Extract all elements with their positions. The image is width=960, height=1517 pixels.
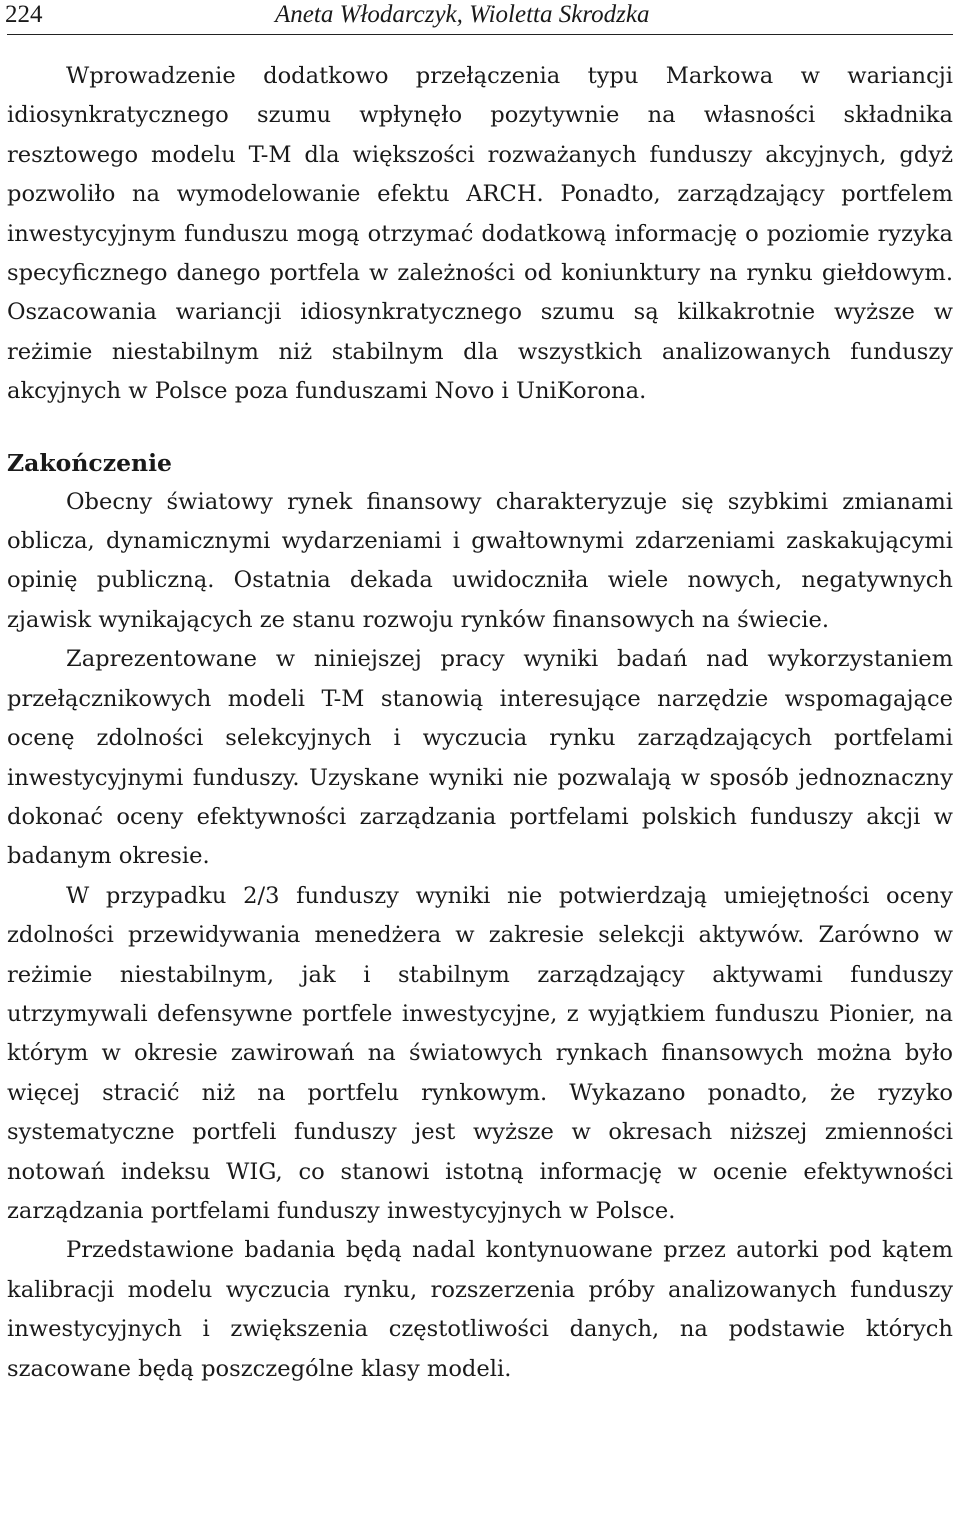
paragraph: W przypadku 2/3 funduszy wyniki nie potwierdzają umiejętności oceny zdolności przewidywania menedżera w zakresie selekcji aktywów. Zarówno w reżimie niestabilnym, jak i stabilnym zarządzający aktywami funduszy utrzymywali defensywne portfele inwestycyjne, z wyjątkiem funduszu Pionier, na którym w okresie zawirowań na światowych rynkach finansowych można było więcej stracić niż na portfelu rynkowym. Wykazano ponadto, że ryzyko systematyczne portfeli funduszy jest wyższe w okresach niższej zmienności notowań indeksu WIG, co stanowi istotną informację w ocenie efektywności zarządzania portfelami funduszy inwestycyjnych w Polsce. bbox=[7, 882, 953, 1224]
paragraph: Zaprezentowane w niniejszej pracy wyniki badań nad wykorzystaniem przełącznikowych modeli T-M stanowią interesujące narzędzie wspomagające ocenę zdolności selekcyjnych i wyczucia rynku zarządzających portfelami inwestycyjnymi funduszy. Uzyskane wyniki nie pozwalają w sposób jednoznaczny dokonać oceny efektywności zarządzania portfelami polskich funduszy akcji w badanym okresie. bbox=[7, 646, 953, 870]
paragraph: Obecny światowy rynek finansowy charakteryzuje się szybkimi zmianami oblicza, dynamicznymi wydarzeniami i gwałtownymi zdarzeniami zaskakującymi opinię publiczną. Ostatnia dekada uwidoczniła wiele nowych, negatywnych zjawisk wynikających ze stanu rozwoju rynków finansowych na świecie. bbox=[7, 488, 953, 633]
section-heading-conclusion: Zakończenie bbox=[7, 448, 172, 477]
paragraph: Wprowadzenie dodatkowo przełączenia typu Markowa w wariancji idiosynkratycznego szumu wpłynęło pozytywnie na własności składnika resztowego modelu T-M dla większości rozważanych funduszy akcyjnych, gdyż pozwoliło na wymodelowanie efektu ARCH. Ponadto, zarządzający portfelem inwestycyjnym funduszu mogą otrzymać dodatkową informację o poziomie ryzyka specyficznego danego portfela w zależności od koniunktury na rynku giełdowym. Oszacowania wariancji idiosynkratycznego szumu są kilkakrotnie wyższe w reżimie niestabilnym niż stabilnym dla wszystkich analizowanych funduszy akcyjnych w Polsce poza funduszami Novo i UniKorona. bbox=[7, 63, 953, 405]
conclusion-text-block bbox=[7, 483, 953, 1389]
running-title-authors: Aneta Włodarczyk, Wioletta Skrodzka bbox=[275, 1, 650, 28]
document-page bbox=[7, 0, 953, 1389]
running-header bbox=[7, 0, 953, 35]
page-number: 224 bbox=[5, 1, 43, 28]
results-text-block bbox=[7, 57, 953, 412]
paragraph: Przedstawione badania będą nadal kontynuowane przez autorki pod kątem kalibracji modelu wyczucia rynku, rozszerzenia próby analizowanych funduszy inwestycyjnych i zwiększenia częstotliwości danych, na podstawie których szacowane będą poszczególne klasy modeli. bbox=[7, 1237, 953, 1382]
